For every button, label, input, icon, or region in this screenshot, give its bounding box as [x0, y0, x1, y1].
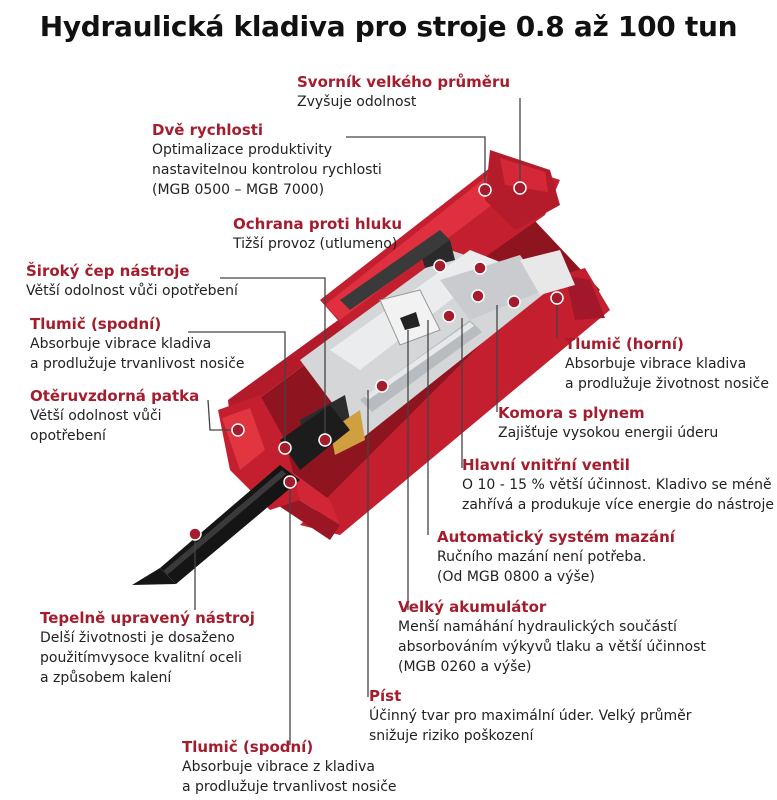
marker-mazani — [443, 310, 455, 322]
label-pist — [369, 686, 692, 746]
label-description: Větší odolnost vůči opotřebení — [26, 283, 238, 299]
label-heading: Tlumič (spodní) — [182, 738, 314, 756]
label-heading: Ochrana proti hluku — [233, 215, 402, 233]
marker-tepelne — [189, 528, 201, 540]
label-ochrana-hluk — [233, 214, 402, 254]
label-oteruvzdorna — [30, 386, 199, 446]
label-svornik — [297, 72, 510, 112]
marker-siroky-cep — [319, 434, 331, 446]
label-description: Menší namáhání hydraulických součástí absorbováním výkyvů tlaku a větší účinnost (MGB 0260 a výše) — [398, 619, 706, 675]
label-description: Tižší provoz (utlumeno) — [233, 236, 398, 252]
marker-tlumic-horni — [551, 292, 563, 304]
label-mazani — [437, 527, 675, 587]
label-hlavni-ventil — [462, 455, 774, 515]
label-heading: Velký akumulátor — [398, 598, 547, 616]
label-akumulator — [398, 597, 706, 677]
label-heading: Široký čep nástroje — [26, 262, 190, 280]
label-komora-plyn — [498, 403, 718, 443]
label-description: Optimalizace produktivity nastavitelnou kontrolou rychlosti (MGB 0500 – MGB 7000) — [152, 142, 382, 198]
label-heading: Tlumič (horní) — [565, 335, 684, 353]
label-heading: Otěruvzdorná patka — [30, 387, 200, 405]
marker-ochrana-hluk — [434, 260, 446, 272]
marker-pist — [376, 380, 388, 392]
label-description: Absorbuje vibrace z kladiva a prodlužuje trvanlivost nosiče — [182, 759, 397, 795]
marker-hlavni-ventil — [472, 290, 484, 302]
label-heading: Svorník velkého průměru — [297, 73, 511, 91]
label-heading: Tlumič (spodní) — [30, 315, 162, 333]
label-description: Účinný tvar pro maximální úder. Velký průměr snižuje riziko poškození — [369, 708, 692, 744]
label-heading: Píst — [369, 687, 402, 705]
label-tlumic-horni — [565, 334, 769, 394]
label-dve-rychlosti — [152, 120, 382, 200]
marker-tlumic-spodni-2 — [284, 476, 296, 488]
label-heading: Komora s plynem — [498, 404, 645, 422]
label-tlumic-spodni-1 — [30, 314, 245, 374]
label-description: O 10 - 15 % větší účinnost. Kladivo se méně zahřívá a produkuje více energie do nástroje — [462, 477, 774, 513]
marker-dve-rychlosti — [479, 184, 491, 196]
label-heading: Hlavní vnitřní ventil — [462, 456, 630, 474]
label-siroky-cep — [26, 261, 238, 301]
label-description: Větší odolnost vůči opotřebení — [30, 408, 162, 444]
label-description: Absorbuje vibrace kladiva a prodlužuje trvanlivost nosiče — [30, 336, 245, 372]
marker-oteruvzdorna — [232, 424, 244, 436]
marker-komora-plyn — [508, 296, 520, 308]
label-description: Ručního mazání není potřeba. (Od MGB 0800 a výše) — [437, 549, 647, 585]
marker-svornik — [514, 182, 526, 194]
label-description: Zvyšuje odolnost — [297, 94, 417, 110]
label-description: Delší životnosti je dosaženo použitímvysoce kvalitní oceli a způsobem kalení — [40, 630, 242, 686]
marker-tlumic-spodni-1 — [279, 442, 291, 454]
label-tlumic-spodni-2 — [182, 737, 397, 797]
label-description: Absorbuje vibrace kladiva a prodlužuje životnost nosiče — [565, 356, 769, 392]
label-heading: Automatický systém mazání — [437, 528, 675, 546]
label-heading: Dvě rychlosti — [152, 121, 264, 139]
label-tepelne — [40, 608, 255, 688]
label-heading: Tepelně upravený nástroj — [40, 609, 255, 627]
label-description: Zajišťuje vysokou energii úderu — [498, 425, 719, 441]
page-title: Hydraulická kladiva pro stroje 0.8 až 100 tun — [39, 10, 738, 43]
marker-akumulator — [474, 262, 486, 274]
